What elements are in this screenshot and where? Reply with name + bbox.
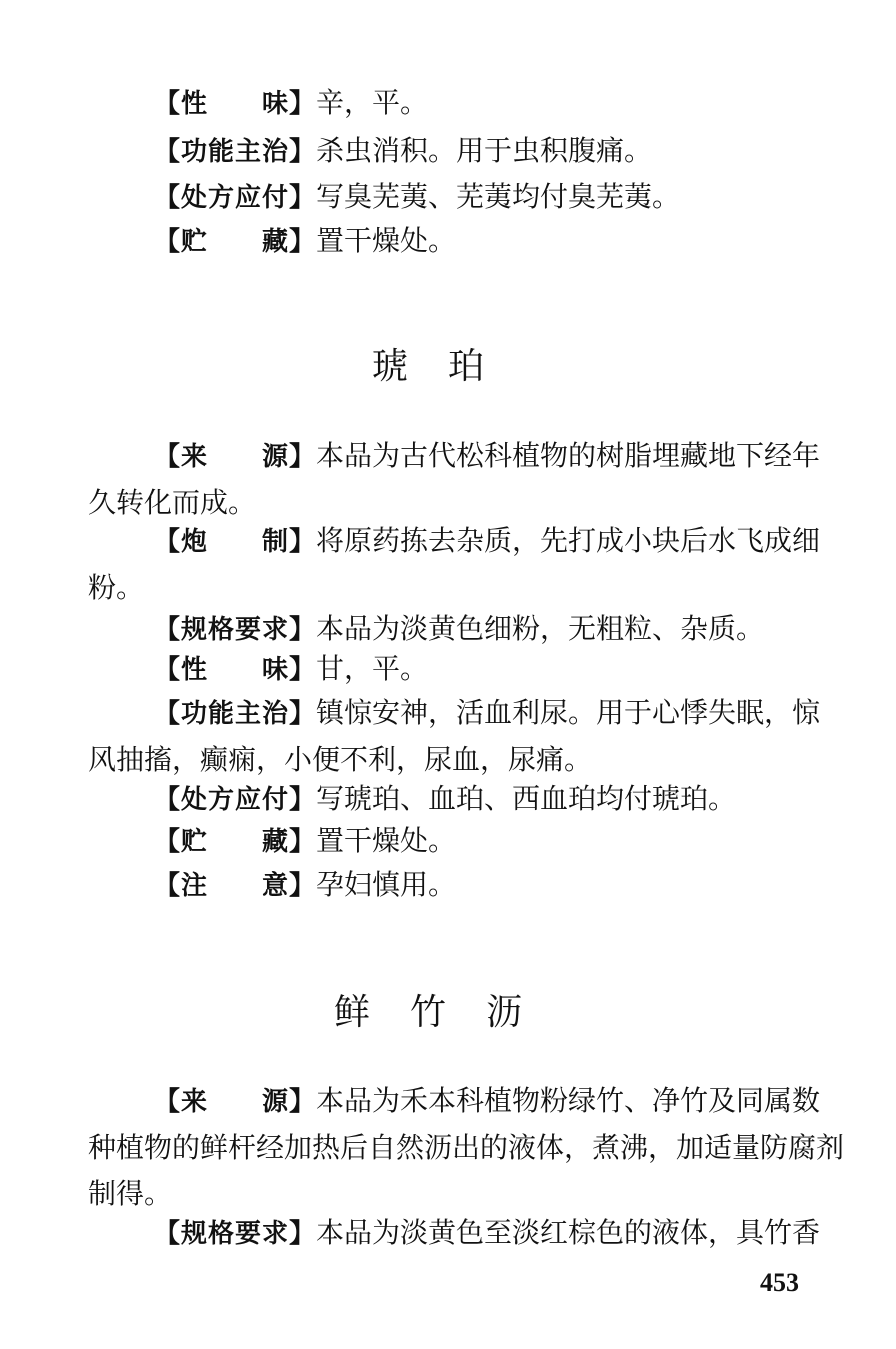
entry-source-bamboo: [88, 1078, 848, 1217]
entry-text: 本品为淡黄色细粉，无粗粒、杂质。: [316, 612, 765, 645]
entry-text: 孕妇慎用。: [316, 868, 457, 901]
entry-taste-top: [88, 80, 848, 127]
entry-text: 将原药拣去杂质，先打成小块后水飞成细粉。: [88, 524, 821, 604]
entry-text: 本品为淡黄色至淡红棕色的液体，具竹香: [316, 1216, 821, 1249]
entry-tag: 【注 意】: [154, 871, 317, 901]
entry-storage-top: [88, 218, 848, 265]
entry-taste-amber: [88, 646, 848, 693]
entry-tag: 【贮 藏】: [154, 227, 317, 257]
entry-processing-amber: [88, 518, 848, 611]
entry-text: 写臭芜荑、芜荑均付臭芜荑。: [316, 180, 681, 213]
entry-text: 镇惊安神，活血利尿。用于心悸失眠，惊风抽搐，癫痫，小便不利，尿血，尿痛。: [88, 696, 821, 776]
entry-text: 辛，平。: [316, 86, 429, 119]
entry-tag: 【炮 制】: [154, 527, 317, 557]
entry-tag: 【功能主治】: [154, 699, 317, 729]
entry-text: 本品为古代松科植物的树脂埋藏地下经年久转化而成。: [88, 439, 821, 519]
page-number: 453: [760, 1268, 799, 1297]
section-title-amber: 琥珀: [371, 346, 524, 387]
entry-function-amber: [88, 690, 848, 783]
entry-function-top: [88, 128, 848, 175]
entry-text: 本品为禾本科植物粉绿竹、净竹及同属数种植物的鲜杆经加热后自然沥出的液体，煮沸，加适量防腐剂制得。: [88, 1084, 845, 1210]
entry-text: 写琥珀、血珀、西血珀均付琥珀。: [316, 782, 737, 815]
entry-tag: 【处方应付】: [154, 785, 317, 815]
entry-tag: 【来 源】: [154, 442, 317, 472]
entry-tag: 【性 味】: [154, 655, 317, 685]
entry-prescription-amber: [88, 776, 848, 823]
entry-spec-bamboo: [88, 1210, 848, 1257]
entry-text: 置干燥处。: [316, 824, 457, 857]
entry-tag: 【处方应付】: [154, 183, 317, 213]
entry-text: 置干燥处。: [316, 224, 457, 257]
entry-tag: 【来 源】: [154, 1087, 317, 1117]
entry-prescription-top: [88, 174, 848, 221]
entry-tag: 【功能主治】: [154, 137, 317, 167]
section-title-bamboo: 鲜竹沥: [333, 992, 562, 1033]
entry-caution-amber: [88, 862, 848, 909]
entry-tag: 【性 味】: [154, 89, 317, 119]
entry-text: 甘，平。: [316, 652, 429, 685]
entry-tag: 【规格要求】: [154, 615, 317, 645]
entry-source-amber: [88, 433, 848, 526]
entry-storage-amber: [88, 818, 848, 865]
entry-tag: 【规格要求】: [154, 1219, 317, 1249]
entry-tag: 【贮 藏】: [154, 827, 317, 857]
entry-text: 杀虫消积。用于虫积腹痛。: [316, 134, 653, 167]
